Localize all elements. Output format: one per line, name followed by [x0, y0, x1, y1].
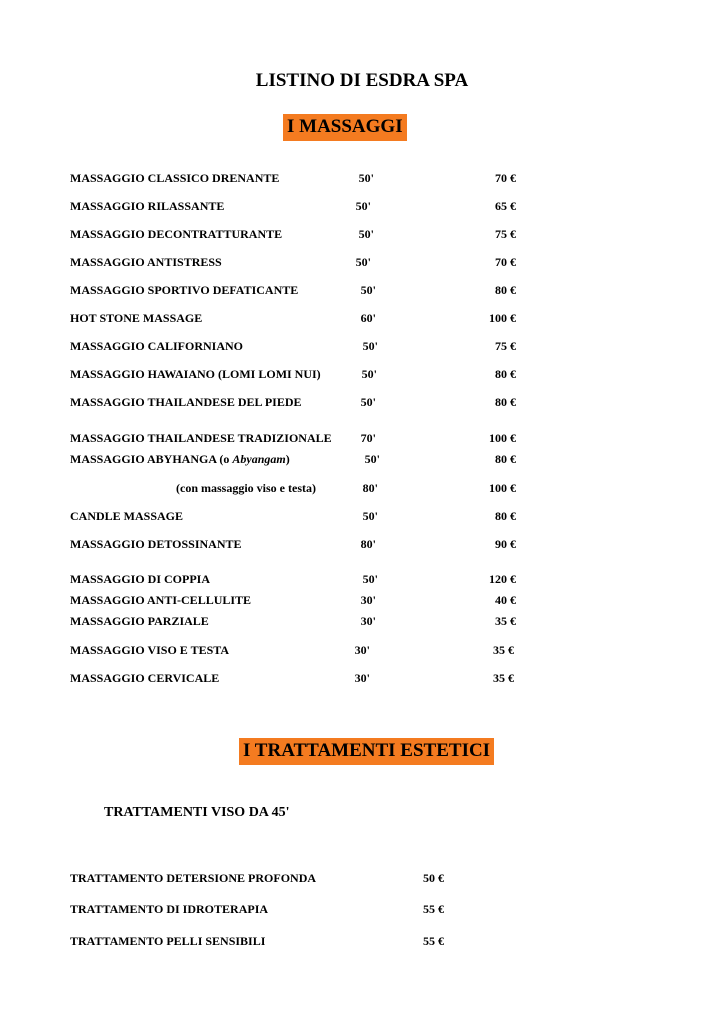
service-duration: 50'	[362, 572, 378, 586]
service-name: MASSAGGIO ANTISTRESS	[70, 255, 222, 269]
service-price: 80 €	[495, 367, 516, 381]
table-row	[0, 642, 724, 658]
service-duration: 50'	[355, 255, 371, 269]
service-price: 80 €	[495, 509, 516, 523]
service-price: 100 €	[489, 311, 516, 325]
table-row	[0, 254, 724, 270]
service-duration: 50'	[361, 367, 377, 381]
service-name: MASSAGGIO HAWAIANO (LOMI LOMI NUI)	[70, 367, 321, 381]
service-name: MASSAGGIO THAILANDESE DEL PIEDE	[70, 395, 302, 409]
service-duration: 80'	[362, 481, 378, 495]
service-price: 100 €	[489, 431, 516, 445]
service-duration: 30'	[360, 614, 376, 628]
service-name: MASSAGGIO SPORTIVO DEFATICANTE	[70, 283, 299, 297]
table-row	[0, 901, 724, 917]
service-price: 35 €	[495, 614, 516, 628]
table-row	[0, 870, 724, 886]
treatment-name: TRATTAMENTO PELLI SENSIBILI	[70, 934, 266, 948]
table-row	[0, 451, 724, 467]
service-name: MASSAGGIO DETOSSINANTE	[70, 537, 242, 551]
service-price: 40 €	[495, 593, 516, 607]
table-row	[0, 226, 724, 242]
subheading-trattamenti-viso: TRATTAMENTI VISO DA 45'	[104, 805, 290, 820]
treatment-price: 55 €	[423, 934, 444, 948]
service-duration: 50'	[358, 227, 374, 241]
service-name: MASSAGGIO DECONTRATTURANTE	[70, 227, 283, 241]
table-row	[0, 366, 724, 382]
service-name: MASSAGGIO ABYHANGA (o Abyangam)	[70, 452, 290, 466]
service-name: MASSAGGIO CERVICALE	[70, 671, 220, 685]
service-price: 70 €	[495, 171, 516, 185]
service-price: 80 €	[495, 395, 516, 409]
page-title: LISTINO DI ESDRA SPA	[255, 70, 469, 91]
table-row	[0, 198, 724, 214]
service-duration: 70'	[360, 431, 376, 445]
service-duration: 60'	[360, 311, 376, 325]
service-duration: 50'	[358, 171, 374, 185]
service-duration: 50'	[364, 452, 380, 466]
service-price: 35 €	[493, 643, 514, 657]
service-price: 75 €	[495, 339, 516, 353]
service-duration: 50'	[355, 199, 371, 213]
table-row	[0, 613, 724, 629]
table-row	[0, 536, 724, 552]
treatment-name: TRATTAMENTO DETERSIONE PROFONDA	[70, 871, 317, 885]
service-name: CANDLE MASSAGE	[70, 509, 184, 523]
service-duration: 50'	[362, 339, 378, 353]
service-price: 100 €	[489, 481, 516, 495]
table-row	[0, 670, 724, 686]
section-header-trattamenti: I TRATTAMENTI ESTETICI	[239, 738, 494, 765]
service-name: MASSAGGIO THAILANDESE TRADIZIONALE	[70, 431, 332, 445]
table-row	[0, 394, 724, 410]
service-duration: 30'	[354, 671, 370, 685]
service-name: MASSAGGIO CALIFORNIANO	[70, 339, 244, 353]
table-row	[0, 310, 724, 326]
treatment-price: 50 €	[423, 871, 444, 885]
service-price: 70 €	[495, 255, 516, 269]
service-duration: 50'	[360, 395, 376, 409]
service-price: 120 €	[489, 572, 516, 586]
table-row	[0, 430, 724, 446]
service-duration: 30'	[360, 593, 376, 607]
service-price: 80 €	[495, 452, 516, 466]
service-name: MASSAGGIO DI COPPIA	[70, 572, 211, 586]
service-name: (con massaggio viso e testa)	[176, 481, 316, 495]
service-price: 80 €	[495, 283, 516, 297]
table-row	[0, 508, 724, 524]
service-price: 35 €	[493, 671, 514, 685]
table-row	[0, 282, 724, 298]
service-name: HOT STONE MASSAGE	[70, 311, 203, 325]
section-header-massaggi: I MASSAGGI	[283, 114, 407, 141]
service-name: MASSAGGIO CLASSICO DRENANTE	[70, 171, 280, 185]
treatment-name: TRATTAMENTO DI IDROTERAPIA	[70, 902, 269, 916]
service-price: 75 €	[495, 227, 516, 241]
service-name: MASSAGGIO ANTI-CELLULITE	[70, 593, 252, 607]
table-row	[0, 480, 724, 496]
service-name: MASSAGGIO RILASSANTE	[70, 199, 225, 213]
service-duration: 30'	[354, 643, 370, 657]
service-price: 65 €	[495, 199, 516, 213]
table-row	[0, 933, 724, 949]
service-duration: 50'	[362, 509, 378, 523]
treatment-price: 55 €	[423, 902, 444, 916]
service-price: 90 €	[495, 537, 516, 551]
table-row	[0, 338, 724, 354]
service-duration: 50'	[360, 283, 376, 297]
table-row	[0, 592, 724, 608]
service-name: MASSAGGIO PARZIALE	[70, 614, 209, 628]
table-row	[0, 571, 724, 587]
service-duration: 80'	[360, 537, 376, 551]
service-name: MASSAGGIO VISO E TESTA	[70, 643, 230, 657]
table-row	[0, 170, 724, 186]
